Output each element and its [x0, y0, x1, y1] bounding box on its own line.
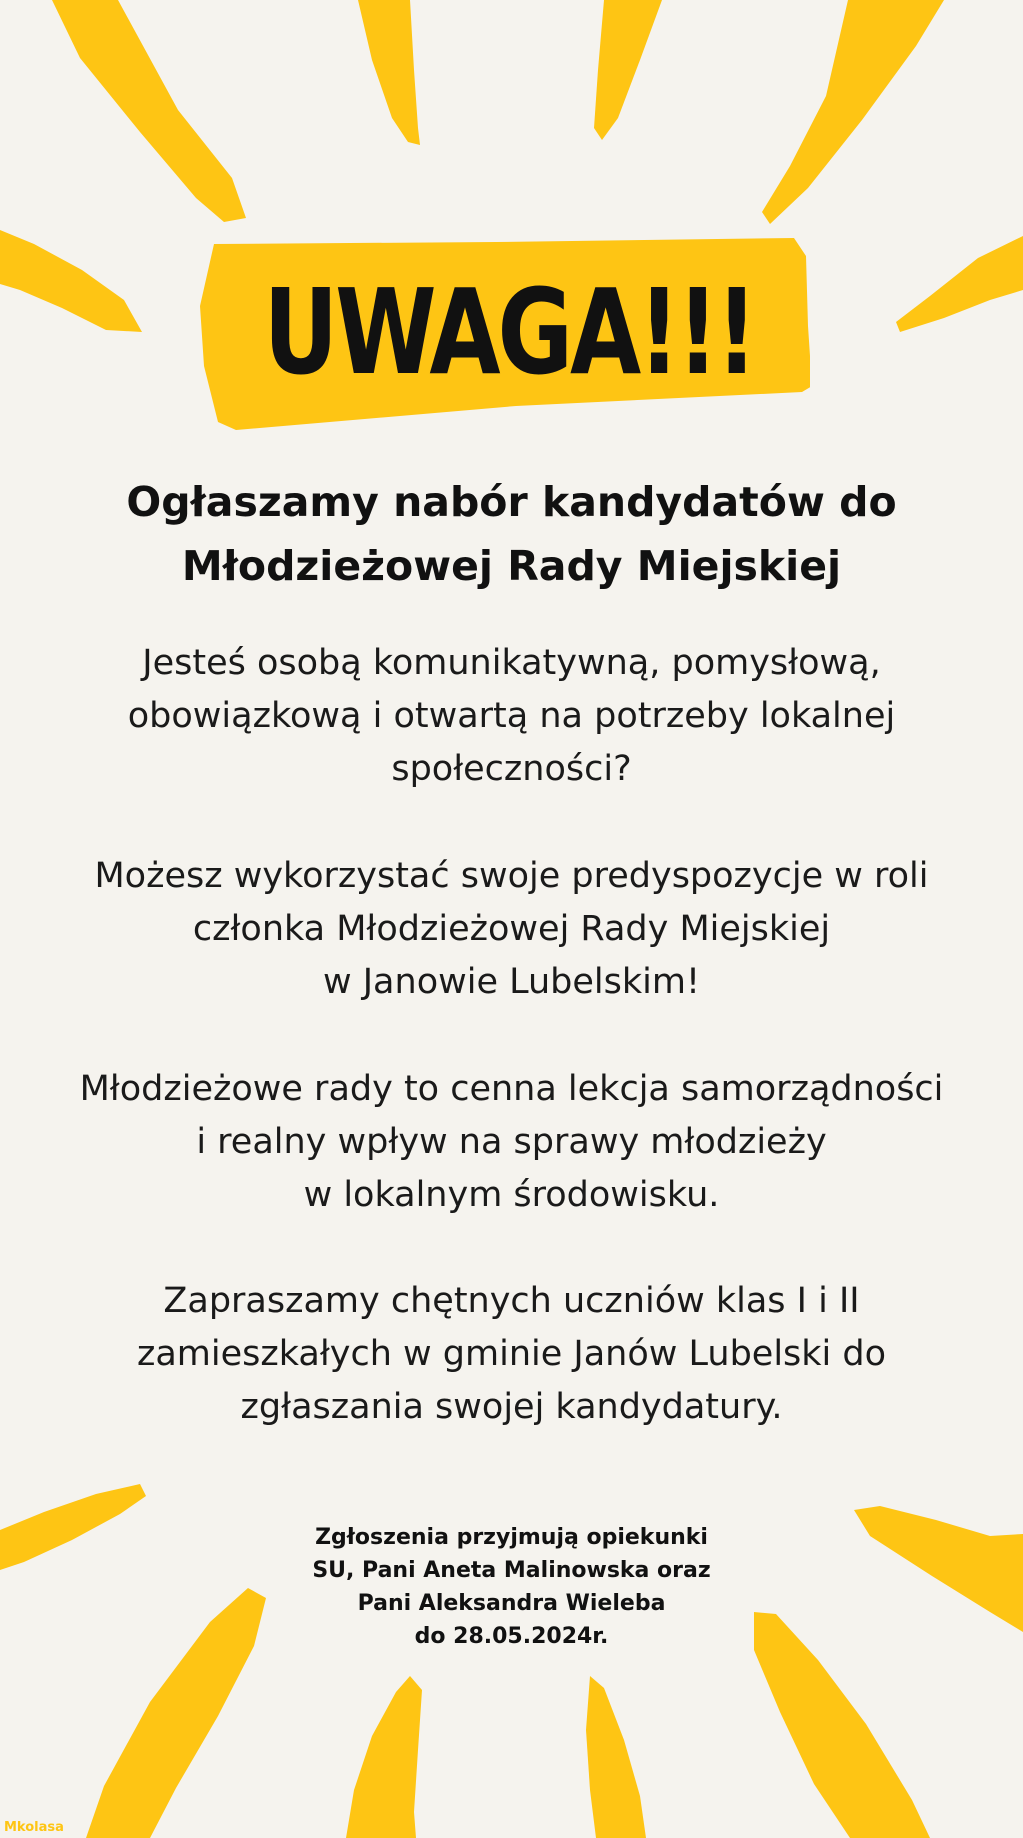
paragraph-question — [0, 637, 1023, 796]
submission-line: Zgłoszenia przyjmują opiekunki — [315, 1525, 708, 1550]
paragraph-line: zamieszkałych w gminie Janów Lubelski do — [136, 1334, 887, 1374]
paragraph-invitation — [0, 1275, 1023, 1434]
submission-line: SU, Pani Aneta Malinowska oraz — [312, 1558, 711, 1583]
ray-bottom-3 — [586, 1676, 646, 1838]
paragraph-line: Możesz wykorzystać swoje predyspozycje w roli — [94, 856, 929, 896]
title-line: Ogłaszamy nabór kandydatów do — [126, 478, 897, 526]
paragraph-value — [0, 1063, 1023, 1222]
paragraph-line: i realny wpływ na sprawy młodzieży — [196, 1122, 827, 1162]
ray-top-4 — [762, 0, 944, 224]
author-credit: Mkolasa — [4, 1820, 64, 1835]
submission-line: Pani Aleksandra Wieleba — [357, 1591, 666, 1616]
ray-right-top — [896, 236, 1023, 332]
ray-top-1 — [52, 0, 246, 222]
ray-left-top — [0, 230, 142, 332]
paragraph-line: w lokalnym środowisku. — [303, 1175, 720, 1215]
paragraph-line: obowiązkową i otwartą na potrzeby lokalnej — [127, 696, 896, 736]
headline: UWAGA!!! — [263, 263, 755, 401]
paragraph-role — [0, 850, 1023, 1009]
paragraph-line: w Janowie Lubelskim! — [322, 962, 701, 1002]
paragraph-line: członka Młodzieżowej Rady Miejskiej — [192, 909, 831, 949]
ray-top-3 — [594, 0, 662, 140]
paragraph-line: Jesteś osobą komunikatywną, pomysłową, — [142, 643, 881, 683]
paragraph-line: Młodzieżowe rady to cenna lekcja samorządności — [79, 1069, 944, 1109]
paragraph-line: zgłaszania swojej kandydatury. — [240, 1387, 783, 1427]
title-line: Młodzieżowej Rady Miejskiej — [181, 542, 842, 590]
submission-info — [0, 1521, 1023, 1653]
paragraph-line: Zapraszamy chętnych uczniów klas I i II — [163, 1281, 860, 1321]
submission-deadline: do 28.05.2024r. — [414, 1624, 609, 1649]
ray-top-2 — [358, 0, 420, 145]
ray-bottom-2 — [346, 1676, 422, 1838]
paragraph-line: społeczności? — [391, 749, 632, 789]
page-title — [0, 470, 1023, 598]
